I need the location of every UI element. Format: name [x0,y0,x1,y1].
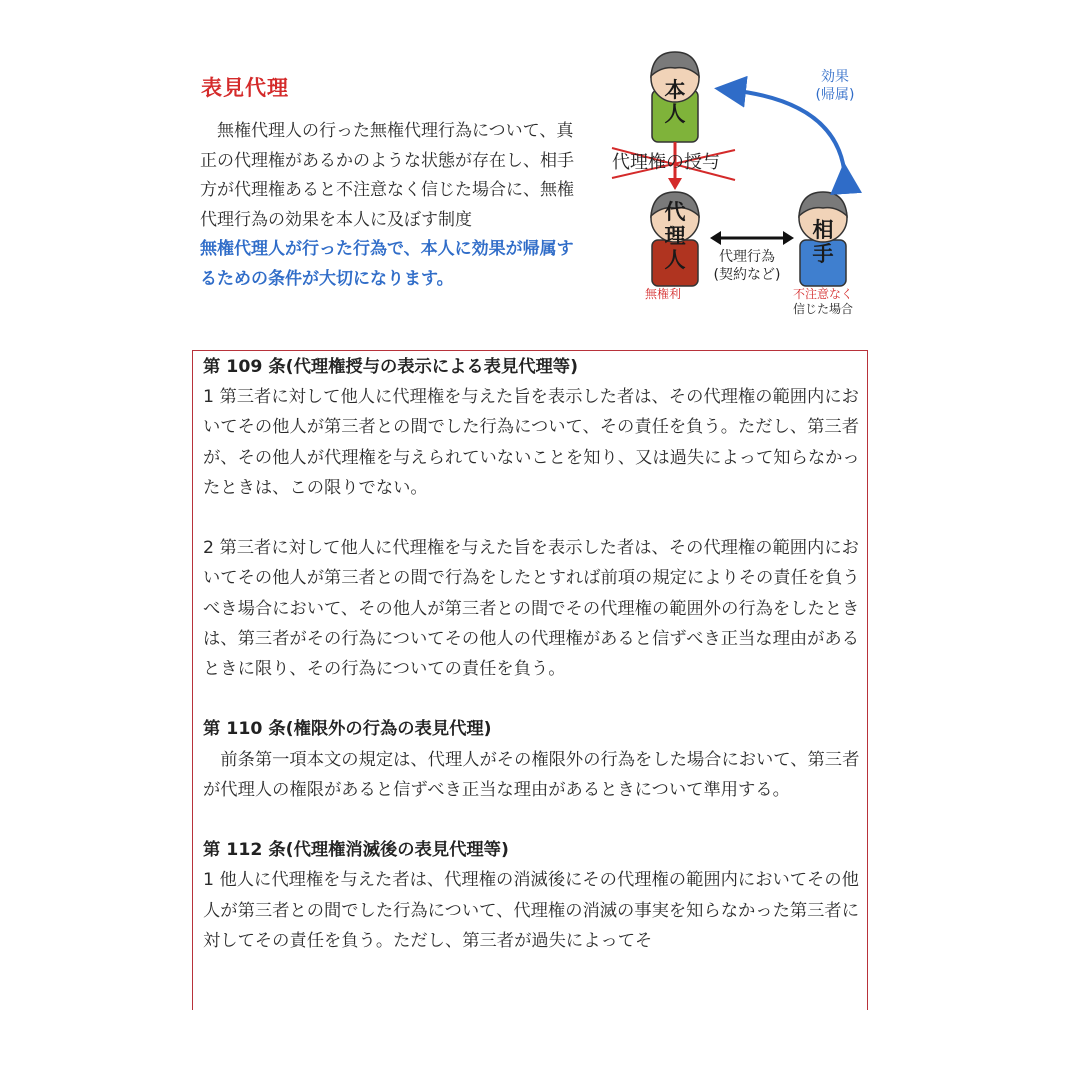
article-109-para-2: 2 第三者に対して他人に代理権を与えた旨を表示した者は、その代理権の範囲内においてその他人が第三者との間で行為をしたとすれば前項の規定によりその責任を負うべき場合において、その他人が第三者との間でその代理権の範囲外の行為をしたときは、第三者がその行為についてその他人の代理権があると信ずべき正当な理由があるときに限り、その行為についての責任を負う。 [203,538,860,680]
civil-code-articles-box [192,350,868,1010]
act-label-line: 代理行為 [719,249,775,265]
counterparty-char: 手 [812,242,834,266]
article-110-heading: 第 110 条(権限外の行為の表見代理) [203,719,492,740]
intro-highlight: 無権代理人が行った行為で、本人に効果が帰属するための条件が大切になります。 [200,239,574,289]
apparent-agency-diagram [590,40,890,330]
act-label [702,248,792,284]
article-112-para-1: 1 他人に代理権を与えた者は、代理権の消滅後にその代理権の範囲内においてその他人が第三者との間でした行為について、代理権の消滅の事実を知らなかった第三者に対してその責任を負う。ただし、第三者が過失によってそ [203,870,859,951]
counterparty-label [812,218,834,266]
spacer [203,503,867,533]
careless-label-line: 不注意なく [792,287,853,301]
no-right-label: 無権利 [645,287,682,301]
agent-char: 代 [664,200,686,224]
counterparty-char: 相 [812,218,834,242]
careless-label [778,287,868,317]
article-110-para-1: 前条第一項本文の規定は、代理人がその権限外の行為をした場合において、第三者が代理人の権限があると信ずべき正当な理由があるときについて準用する。 [203,749,860,800]
effect-label-line: (帰属) [815,87,855,103]
principal-label [664,78,686,126]
article-109-heading: 第 109 条(代理権授与の表示による表見代理等) [203,357,578,377]
agent-char: 人 [664,248,686,272]
spacer [203,684,867,714]
act-label-line: (契約など) [713,267,781,283]
effect-label [795,68,875,104]
agent-char: 理 [664,224,686,248]
grant-label: 代理権の授与 [612,152,720,173]
effect-label-line: 効果 [821,69,849,85]
agent-label [664,200,686,272]
article-112-heading: 第 112 条(代理権消滅後の表見代理等) [203,840,509,861]
intro-text [200,117,580,294]
principal-char: 人 [664,102,686,126]
spacer [203,805,867,835]
principal-char: 本 [664,78,686,102]
act-double-arrow-icon [710,231,794,245]
section-title: 表見代理 [201,76,289,100]
believed-label-line: 信じた場合 [792,302,853,316]
intro-body: 無権代理人の行った無権代理行為について、真正の代理権があるかのような状態が存在し、相手方が代理権あると不注意なく信じた場合に、無権代理行為の効果を本人に及ぼす制度 [200,121,574,230]
article-109-para-1: 1 第三者に対して他人に代理権を与えた旨を表示した者は、その代理権の範囲内においてその他人が第三者との間でした行為について、その責任を負う。ただし、第三者が、その他人が代理権を与えられていないことを知り、又は過失によって知らなかったときは、この限りでない。 [203,387,860,498]
